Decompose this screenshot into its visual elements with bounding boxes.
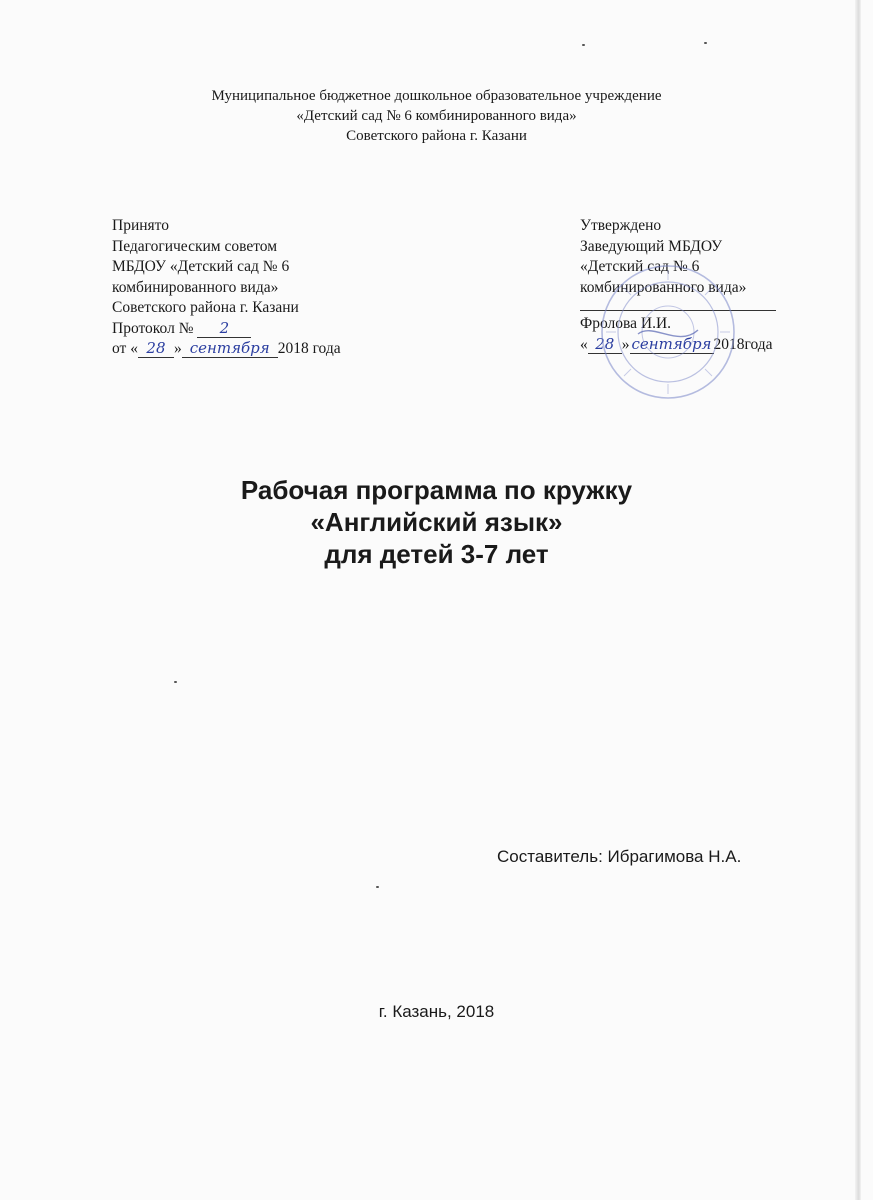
signature-line (580, 298, 776, 311)
title-line-3: для детей 3-7 лет (324, 539, 549, 569)
protocol-number-handwritten: 2 (197, 320, 251, 338)
title-line-1: Рабочая программа по кружку (240, 475, 633, 505)
title-line-2: «Английский язык» (310, 507, 563, 537)
scan-speck (376, 886, 379, 888)
date-mid: » (173, 340, 182, 357)
signer-name: Фролова И.И. (580, 315, 672, 332)
approved-org-line-2: комбинированного вида» (580, 278, 747, 296)
date-month-handwritten: сентября (631, 334, 712, 353)
scan-speck (174, 681, 177, 683)
approved-date-line (580, 335, 820, 356)
protocol-label: Протокол № (112, 319, 194, 337)
scan-speck (704, 42, 707, 44)
date-prefix: « (580, 335, 588, 353)
accepted-org-line-1: МБДОУ «Детский сад № 6 (112, 258, 290, 275)
accepted-org-line-2: комбинированного вида» (112, 278, 279, 296)
accepted-label: Принято (112, 217, 169, 234)
date-day-handwritten: 28 (588, 336, 622, 354)
approved-label: Утверждено (580, 217, 662, 234)
author-line: Составитель: Ибрагимова Н.А. (497, 847, 742, 866)
institution-header (0, 86, 873, 146)
accepted-org-line-3: Советского района г. Казани (112, 299, 299, 316)
date-prefix: от « (112, 340, 138, 357)
accepted-council: Педагогическим советом (112, 237, 278, 255)
protocol-line (112, 319, 412, 340)
approved-org-line-1: «Детский сад № 6 (580, 258, 700, 275)
date-month-handwritten: сентября (182, 340, 278, 358)
approval-accepted-block (112, 216, 412, 360)
scan-speck (582, 44, 585, 46)
city-year-footer: г. Казань, 2018 (378, 1002, 495, 1021)
document-title (0, 474, 873, 570)
accepted-date-line (112, 339, 412, 360)
date-day-handwritten: 28 (138, 340, 174, 358)
date-suffix: 2018 года (277, 340, 341, 357)
approval-approved-block (580, 216, 820, 355)
date-suffix: 2018года (713, 335, 773, 353)
header-line-1: Муниципальное бюджетное дошкольное образовательное учреждение (211, 88, 662, 104)
approved-position: Заведующий МБДОУ (580, 237, 723, 255)
header-line-3: Советского района г. Казани (346, 128, 527, 144)
header-line-2: «Детский сад № 6 комбинированного вида» (296, 108, 577, 124)
date-mid: » (621, 335, 630, 353)
